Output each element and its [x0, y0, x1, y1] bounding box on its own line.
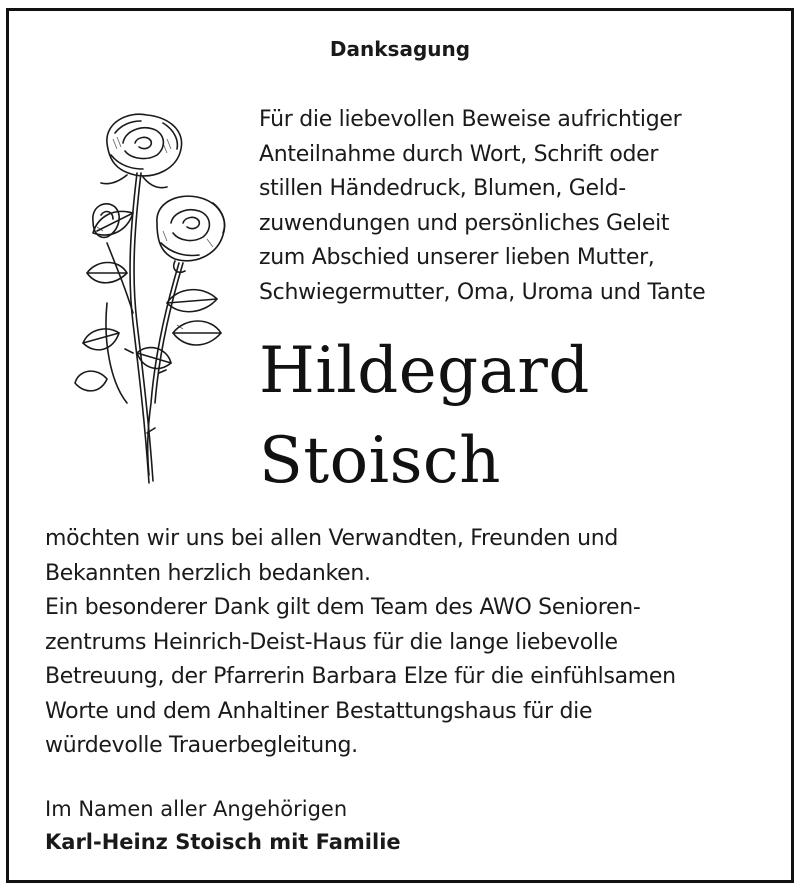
deceased-first-name: Hildegard [259, 334, 590, 408]
obituary-notice-frame [6, 8, 794, 883]
signature: Karl-Heinz Stoisch mit Familie [45, 830, 401, 854]
notice-heading: Danksagung [329, 37, 471, 61]
intro-line: Für die liebevollen Beweise aufrichtiger [259, 107, 682, 132]
intro-line: Schwiegermutter, Oma, Uroma und Tante [259, 279, 706, 305]
body-line: Ein besonderer Dank gilt dem Team des AWO Senioren- [45, 595, 641, 620]
rose-drawing-icon [67, 103, 247, 493]
deceased-name [259, 326, 590, 506]
body-line: Worte und dem Anhaltiner Bestattungshaus für die [45, 698, 593, 724]
intro-line: zum Abschied unserer lieben Mutter, [259, 245, 655, 270]
thanks-body-text [45, 522, 775, 764]
intro-text [259, 103, 779, 310]
body-line: zentrums Heinrich-Deist-Haus für die lange liebevolle [45, 629, 618, 655]
body-line: möchten wir uns bei allen Verwandten, Freunden und [45, 526, 619, 551]
intro-line: Anteilnahme durch Wort, Schrift oder [259, 141, 659, 167]
body-line: Betreuung, der Pfarrerin Barbara Elze für die einfühlsamen [45, 664, 676, 689]
body-line: würdevolle Trauerbegleitung. [45, 733, 358, 758]
intro-line: zuwendungen und persönliches Geleit [259, 210, 670, 236]
closing-line: Im Namen aller Angehörigen [45, 797, 348, 821]
deceased-last-name: Stoisch [259, 424, 501, 498]
closing-block [45, 793, 775, 859]
body-line: Bekannten herzlich bedanken. [45, 560, 371, 586]
intro-line: stillen Händedruck, Blumen, Geld- [259, 176, 626, 201]
